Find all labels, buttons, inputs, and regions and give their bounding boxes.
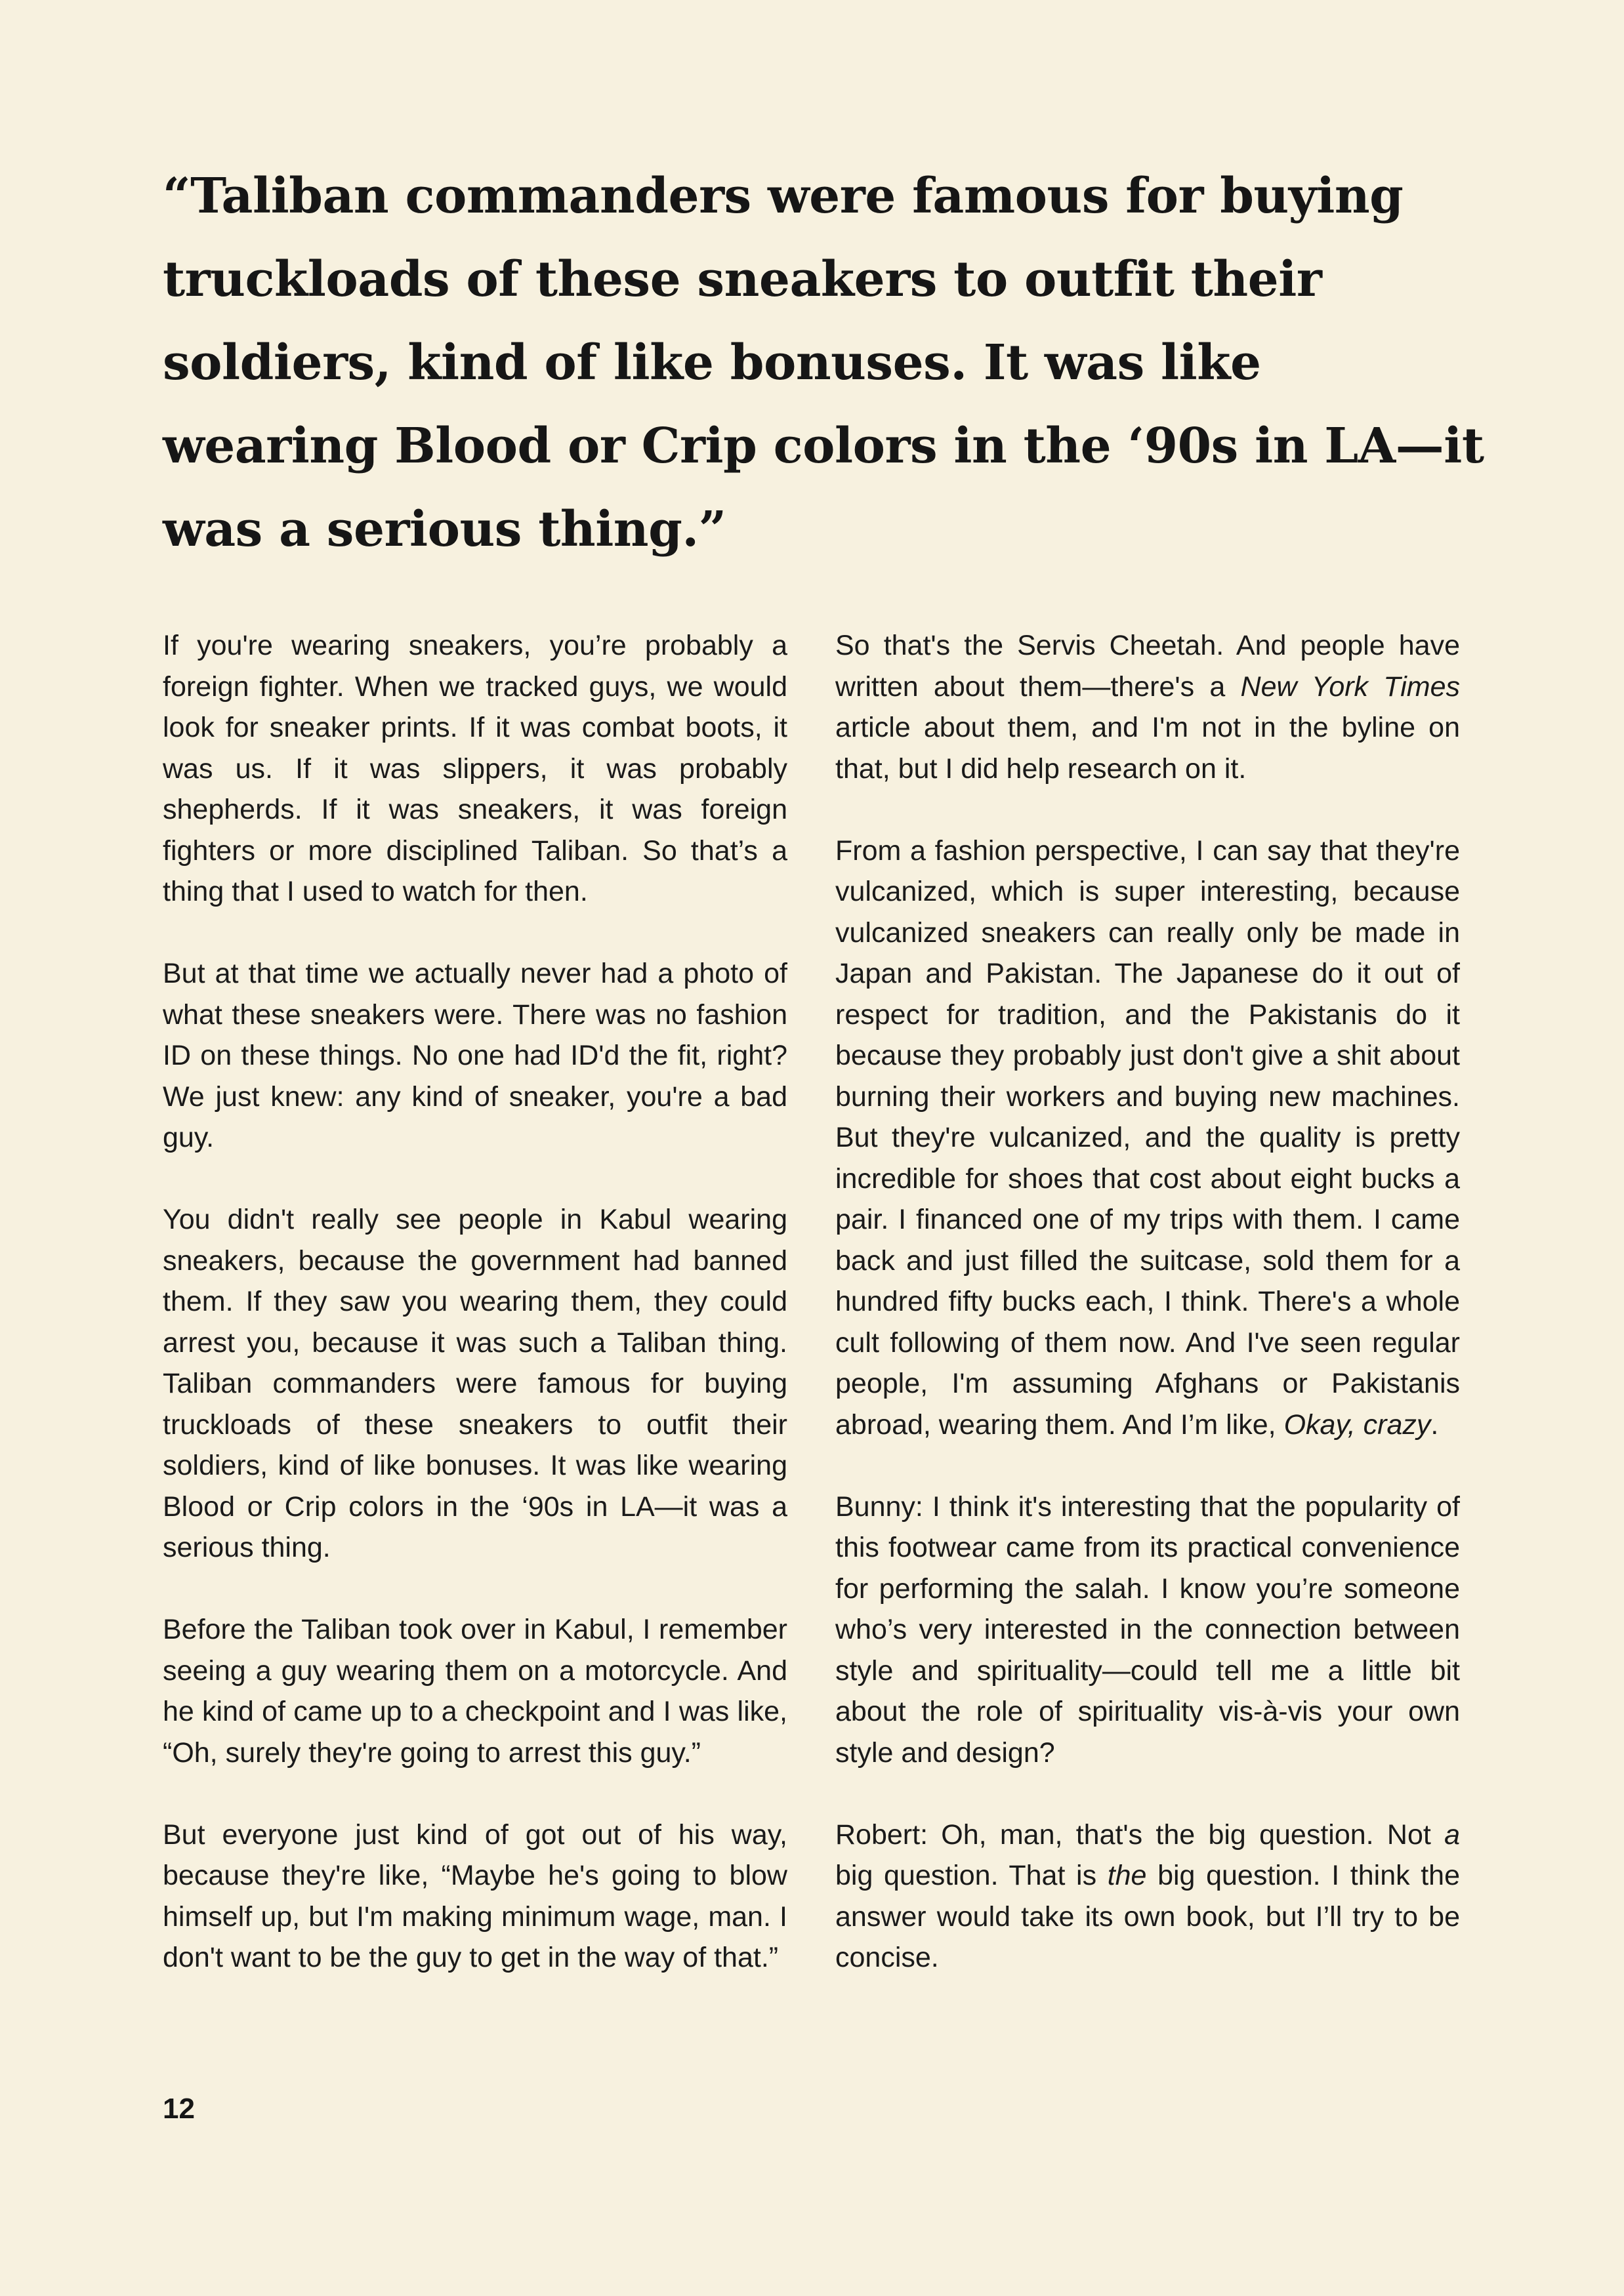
paragraph: If you're wearing sneakers, you’re probably a foreign fighter. When we tracked guys, we would look for sneaker prints. If it was combat boots, it was us. If it was slippers, it was probably shepherds. If it was sneakers, it was foreign fighters or more disciplined Taliban. So that’s a thing that I used to watch for then.: [163, 630, 787, 907]
italic-text: a: [1444, 1818, 1460, 1851]
paragraph: Before the Taliban took over in Kabul, I remember seeing a guy wearing them on a motorcycle. And he kind of came up to a checkpoint and I was like, “Oh, surely they're going to arrest this guy.”: [163, 1614, 787, 1769]
text-run: So that's the Servis Cheetah. And people have written about them—there's a: [835, 630, 1460, 703]
italic-text: the: [1107, 1860, 1147, 1891]
paragraph: [835, 1814, 1460, 1978]
page-number: 12: [163, 2093, 195, 2125]
left-column: [163, 625, 787, 1978]
text-run: article about them, and I'm not in the byline on that, but I did help research on it.: [835, 712, 1460, 785]
text-run: From a fashion perspective, I can say that they're vulcanized, which is super interesting, because vulcanized sneakers can really only be made in Japan and Pakistan. The Japanese do it out of respect for tradition, and the Pakistanis do it because they probably just don't give a shit about burning their workers and buying new machines. But they're vulcanized, and the quality is pretty incredible for shoes that cost about eight bucks a pair. I financed one of my trips with them. I came back and just filled the suitcase, sold them for a hundred fifty bucks each, I think. There's a whole cult following of them now. And I've seen regular people, I'm assuming Afghans or Pakistanis abroad, wearing them. And I’m like,: [835, 834, 1460, 1441]
text-run: big question. That is: [835, 1860, 1108, 1891]
paragraph: But everyone just kind of got out of his way, because they're like, “Maybe he's going to blow himself up, but I'm making minimum wage, man. I don't want to be the guy to get in the way of that.”: [163, 1818, 787, 1973]
right-column: [835, 625, 1460, 1978]
italic-text: Okay, crazy: [1283, 1408, 1431, 1441]
text-run: .: [1430, 1408, 1439, 1441]
paragraph: [835, 625, 1460, 789]
paragraph: [835, 830, 1460, 1446]
text-run: Robert: Oh, man, that's the big question. Not: [835, 1818, 1445, 1851]
paragraph: Bunny: I think it's interesting that the popularity of this footwear came from its practical convenience for performing the salah. I know you’re someone who’s very interested in the connection between style and spirituality—could tell me a little bit about the role of spirituality vis-à-vis your own style and design?: [835, 1490, 1460, 1769]
italic-text: New York Times: [1240, 670, 1460, 703]
paragraph: But at that time we actually never had a photo of what these sneakers were. There was no fashion ID on these things. No one had ID'd the fit, right? We just knew: any kind of sneaker, you're a bad guy.: [163, 958, 787, 1153]
paragraph: You didn't really see people in Kabul wearing sneakers, because the government had banned them. If they saw you wearing them, they could arrest you, because it was such a Taliban thing. Taliban commanders were famous for buying truckloads of these sneakers to outfit their soldiers, kind of like bonuses. It was like wearing Blood or Crip colors in the ‘90s in LA—it was a serious thing.: [163, 1204, 787, 1563]
text-run: big question. I think the answer would take its own book, but I’ll try to be concise.: [835, 1860, 1460, 1973]
pull-quote: “Taliban commanders were famous for buying truckloads of these sneakers to outfit their soldiers, kind of like bonuses. It was like wearing Blood or Crip colors in the ‘90s in LA—it was a serious thing.”: [163, 168, 1484, 558]
